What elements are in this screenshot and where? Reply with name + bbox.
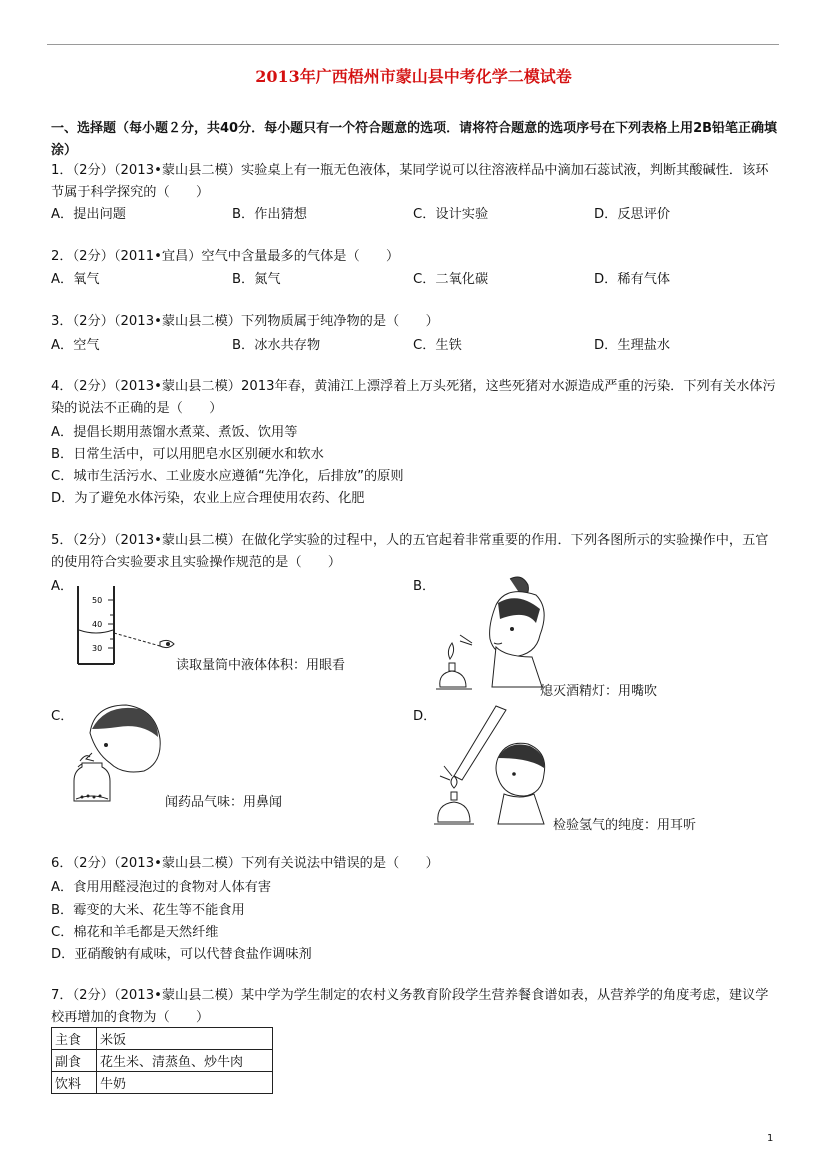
q2-option-a[interactable]: A．氧气 — [51, 272, 100, 287]
table-row — [52, 1028, 273, 1050]
tick-50-label: 50 — [92, 596, 103, 605]
q3-option-c[interactable]: C．生铁 — [413, 338, 462, 353]
menu-value: 花生米、清蒸鱼、炒牛肉 — [97, 1050, 273, 1072]
menu-value: 米饭 — [97, 1028, 273, 1050]
question-4-stem: 4．（2分）（2013•蒙山县二模）2013年春，黄浦江上漂浮着上万头死猪，这些死猪对水源造成严重的污染．下列有关水体污染的说法不正确的是（ ） — [51, 379, 776, 416]
q5-caption-b: 熄灭酒精灯：用嘴吹 — [540, 684, 658, 699]
q6-option-c[interactable]: C．棉花和羊毛都是天然纤维 — [51, 925, 219, 940]
question-3-stem: 3．（2分）（2013•蒙山县二模）下列物质属于纯净物的是（ ） — [51, 314, 439, 329]
q3-option-b[interactable]: B．冰水共存物 — [232, 338, 321, 353]
q1-option-b[interactable]: B．作出猜想 — [232, 207, 307, 222]
q6-option-a[interactable]: A．食用用醛浸泡过的食物对人体有害 — [51, 880, 272, 895]
q2-option-d[interactable]: D．稀有气体 — [594, 272, 671, 287]
menu-key: 副食 — [52, 1050, 97, 1072]
q5-option-b[interactable]: B． — [413, 579, 436, 594]
q4-option-c[interactable]: C．城市生活污水、工业废水应遵循“先净化，后排放”的原则 — [51, 469, 404, 484]
q1-option-d[interactable]: D．反思评价 — [594, 207, 671, 222]
q1-option-a[interactable]: A．提出问题 — [51, 207, 126, 222]
table-row — [52, 1050, 273, 1072]
q2-option-c[interactable]: C．二氧化碳 — [413, 272, 489, 287]
q5-caption-d: 检验氢气的纯度：用耳听 — [553, 818, 697, 833]
menu-key: 饮料 — [52, 1072, 97, 1094]
menu-key: 主食 — [52, 1028, 97, 1050]
q5-option-d[interactable]: D． — [413, 709, 437, 724]
q4-option-a[interactable]: A．提倡长期用蒸馏水煮菜、煮饭、饮用等 — [51, 425, 298, 440]
header-rule — [47, 44, 779, 45]
smelling-figure — [72, 703, 172, 805]
menu-value: 牛奶 — [97, 1072, 273, 1094]
q4-option-b[interactable]: B．日常生活中，可以用肥皂水区别硬水和软水 — [51, 447, 324, 462]
tick-30-label: 30 — [92, 644, 103, 653]
hydrogen-test-figure — [434, 704, 552, 832]
q2-option-b[interactable]: B．氮气 — [232, 272, 281, 287]
q4-option-d[interactable]: D．为了避免水体污染，农业上应合理使用农药、化肥 — [51, 491, 365, 506]
question-7-stem: 7．（2分）（2013•蒙山县二模）某中学为学生制定的农村义务教育阶段学生营养餐食谱如表，从营养学的角度考虑，建议学校再增加的食物为（ ） — [51, 988, 769, 1025]
menu-table — [51, 1027, 273, 1094]
q6-option-d[interactable]: D．亚硝酸钠有咸味，可以代替食盐作调味剂 — [51, 947, 312, 962]
question-1-stem: 1．（2分）（2013•蒙山县二模）实验桌上有一瓶无色液体，某同学说可以往溶液样品中滴加石蕊试液，判断其酸碱性．该环节属于科学探究的（ ） — [51, 163, 769, 200]
question-2-stem: 2．（2分）（2011•宜昌）空气中含量最多的气体是（ ） — [51, 249, 400, 264]
tick-40-label: 40 — [92, 620, 103, 629]
q5-option-c[interactable]: C． — [51, 709, 74, 724]
table-row — [52, 1072, 273, 1094]
page-title: 2013年广西梧州市蒙山县中考化学二模试卷 — [255, 67, 572, 86]
q5-caption-a: 读取量筒中液体体积：用眼看 — [176, 658, 346, 673]
measuring-cylinder-figure — [64, 586, 184, 668]
blowing-lamp-figure — [436, 575, 556, 695]
q3-option-a[interactable]: A．空气 — [51, 338, 100, 353]
q5-option-a[interactable]: A． — [51, 579, 74, 594]
question-5-stem: 5．（2分）（2013•蒙山县二模）在做化学实验的过程中，人的五官起着非常重要的作用．下列各图所示的实验操作中，五官的使用符合实验要求且实验操作规范的是（ ） — [51, 533, 769, 570]
q5-caption-c: 闻药品气味：用鼻闻 — [165, 795, 283, 810]
q6-option-b[interactable]: B．霉变的大米、花生等不能食用 — [51, 903, 245, 918]
q1-option-c[interactable]: C．设计实验 — [413, 207, 489, 222]
q3-option-d[interactable]: D．生理盐水 — [594, 338, 671, 353]
section-heading: 一、选择题（每小题２分，共40分．每小题只有一个符合题意的选项．请将符合题意的选项序号在下列表格上用2B铅笔正确填涂） — [51, 121, 778, 158]
page-number: 1 — [767, 1133, 774, 1144]
question-6-stem: 6．（2分）（2013•蒙山县二模）下列有关说法中错误的是（ ） — [51, 856, 439, 871]
